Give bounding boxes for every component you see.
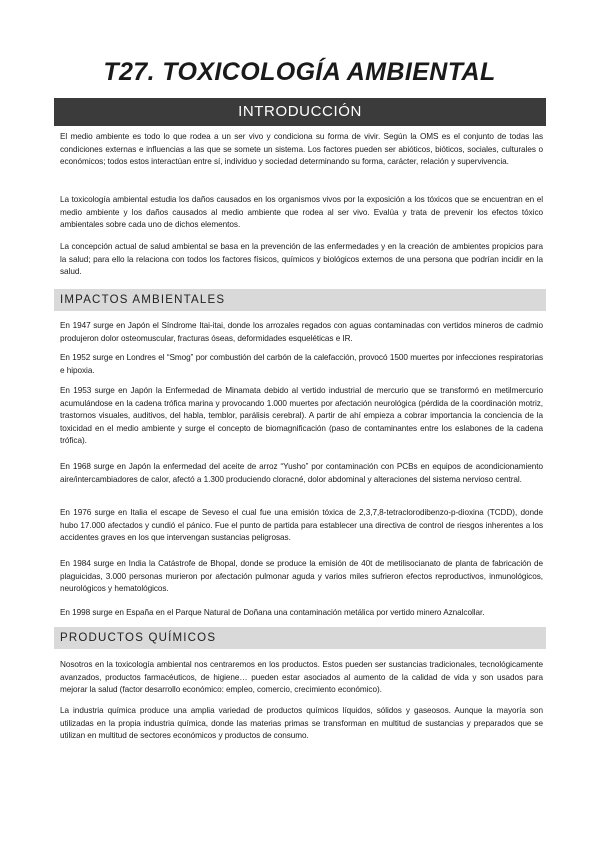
productos-paragraph: Nosotros en la toxicología ambiental nos centraremos en los productos. Estos pueden ser sustancias tradicionales, tecnológicamente avanzados, productos farmacéuticos, de higiene… pueden estar asociados al aumento de la calidad de vida y son usados para mejorar la salud (factor desarrollo económico: empleo, comercio, crecimiento económico).	[60, 660, 543, 695]
impactos-heading: IMPACTOS AMBIENTALES	[54, 289, 546, 311]
impactos-paragraph: En 1953 surge en Japón la Enfermedad de Minamata debido al vertido industrial de mercurio que se transformó en metilmercurio acumulándose en la cadena trófica marina y provocando 1.000 muertes por afectación neurológica (pérdida de la coordinación motriz, trastornos visuales, auditivos, del habla, temblor, parálisis cerebral). A partir de ahí empieza a cobrar importancia la conciencia de la toxicidad en el medio ambiente y surge el concepto de biomagnificación (paso de contaminantes entre los eslabones de la cadena trófica).	[60, 386, 543, 446]
impactos-paragraph: En 1952 surge en Londres el “Smog” por combustión del carbón de la calefacción, provocó 1500 muertes por infecciones respiratorias e hipoxia.	[60, 353, 543, 375]
productos-heading: PRODUCTOS QUÍMICOS	[54, 627, 546, 649]
intro-paragraph: La toxicología ambiental estudia los daños causados en los organismos vivos por la exposición a los tóxicos que se encuentran en el medio ambiente y los daños causados al medio ambiente que rodea al ser vivo. Evalúa y trata de prevenir los efectos tóxico ambientales sobre cada uno de dichos elementos.	[60, 195, 543, 230]
impactos-paragraph: En 1976 surge en Italia el escape de Seveso el cual fue una emisión tóxica de 2,3,7,8-tetraclorodibenzo-p-dioxina (TCDD), donde hubo 17.000 afectados y cundió el pánico. Fue el punto de partida para establecer una directiva de control de riesgos inherentes a los accidentes graves en los que intervengan sustancias peligrosas.	[60, 508, 543, 543]
impactos-paragraph: En 1998 surge en España en el Parque Natural de Doñana una contaminación metálica por vertido minero Aznalcollar.	[60, 608, 485, 617]
productos-paragraph: La industria química produce una amplia variedad de productos químicos líquidos, sólidos y gaseosos. Aunque la mayoría son utilizadas en la propia industria química, donde las materias primas se transforman en multitud de sustancias y preparados que se utilizan en multitud de sectores económicos y productos de consumo.	[60, 706, 543, 741]
impactos-paragraph: En 1984 surge en India la Catástrofe de Bhopal, donde se produce la emisión de 40t de metilisocianato de planta de fabricación de plaguicidas, 3.000 personas murieron por afectación pulmonar aguda y varios miles sufrieron efectos reproductivos, inmunológicos, neurológicos y hematológicos.	[60, 559, 543, 594]
intro-paragraph: El medio ambiente es todo lo que rodea a un ser vivo y condiciona su forma de vivir. Según la OMS es el conjunto de todas las condiciones externas e influencias a las que se somete un sistema. Los factores pueden ser abióticos, bióticos, sociales, culturales o económicos; todos estos interactúan entre sí, individuo y sociedad determinando su forma, carácter, relación y supervivencia.	[60, 132, 543, 167]
impactos-paragraph: En 1968 surge en Japón la enfermedad del aceite de arroz “Yusho” por contaminación con PCBs en equipos de acondicionamiento aire/intercambiadores de calor, afectó a 1.300 produciendo cloracné, dolor abdominal y alteraciones del sistema nervioso central.	[60, 462, 543, 484]
document-title: T27. TOXICOLOGÍA AMBIENTAL	[103, 58, 496, 86]
intro-paragraph: La concepción actual de salud ambiental se basa en la prevención de las enfermedades y en la creación de ambientes propicios para la salud; para ello la relaciona con todos los factores físicos, químicos y biológicos externos de una persona que podrían incidir en la salud.	[60, 242, 543, 277]
intro-heading: INTRODUCCIÓN	[54, 98, 546, 126]
impactos-paragraph: En 1947 surge en Japón el Síndrome Itai-itai, donde los arrozales regados con aguas contaminadas con vertidos mineros de cadmio produjeron dolor osteomuscular, fracturas óseas, deformidades esqueléticas e IR.	[60, 321, 543, 343]
